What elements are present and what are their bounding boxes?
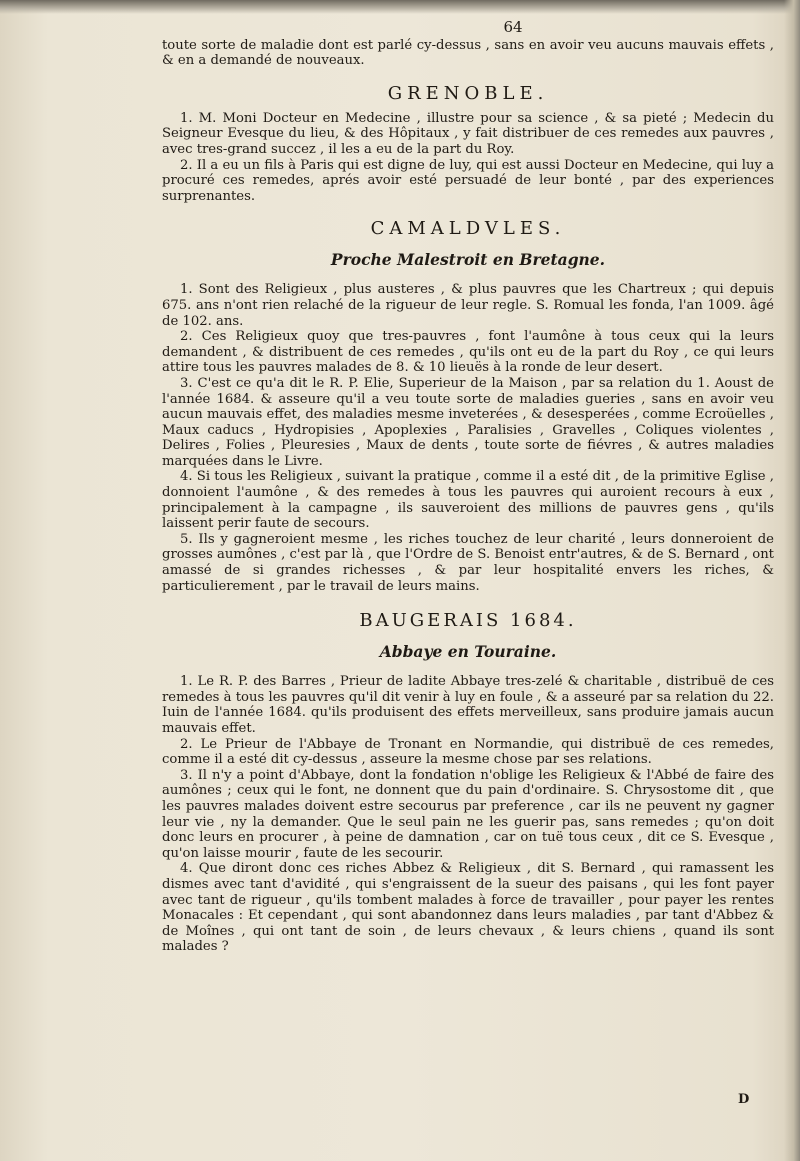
signature-mark: D [738, 1092, 750, 1107]
heading-grenoble: GRENOBLE. [387, 82, 549, 104]
paragraph: 2. Ces Religieux quoy que tres-pauvres , font l'aumône à tous ceux qui la leurs demandent , & distribuent de ces remedes , qu'ils ont eu de la part du Roy , ce qui leurs attire tous les pauvres malades de 8. & 10 lieuës à la ronde de leur desert. [162, 329, 774, 376]
paragraph: 1. Le R. P. des Barres , Prieur de ladite Abbaye tres-zelé & charitable , distribuë de ces remedes à tous les pauvres qu'il dit venir à luy en foule , & a asseuré par sa relation du 22. Iuin de l'année 1684. qu'ils produisent des effets merveilleux, sans produire jamais aucun mauvais effet. [162, 674, 774, 736]
page-number: 64 [503, 18, 523, 36]
intro-paragraph: toute sorte de maladie dont est parlé cy-dessus , sans en avoir veu aucuns mauvais effets , & en a demandé de nouveaux. [162, 37, 774, 69]
paragraph: 3. C'est ce qu'a dit le R. P. Elie, Superieur de la Maison , par sa relation du 1. Aoust de l'année 1684. & asseure qu'il a veu toute sorte de maladies gueries , sans en avoir veu aucun mauvais effet, des maladies mesme inveterées , & desesperées , comme Ecroüelles , Maux caducs , Hydropisies , Apoplexies , Paralisies , Gravelles , Coliques violentes , Delires , Folies , Pleuresies , Maux de dents , toute sorte de fiévres , & autres maladies marquées dans le Livre. [162, 375, 774, 469]
page-top-edge [0, 0, 800, 14]
paragraph: 2. Le Prieur de l'Abbaye de Tronant en Normandie, qui distribuë de ces remedes, comme il a esté dit cy-dessus , asseure la mesme chose par ses relations. [162, 736, 774, 768]
page-right-edge [784, 0, 800, 1161]
subheading-touraine: Abbaye en Touraine. [379, 642, 557, 662]
paragraph: 1. M. Moni Docteur en Medecine , illustre pour sa science , & sa pieté ; Medecin du Seigneur Evesque du lieu, & des Hôpitaux , y fait distribuer de ces remedes aux pauvres , avec tres-grand succez , il les a eu de la part du Roy. [162, 110, 774, 157]
paragraph: 3. Il n'y a point d'Abbaye, dont la fondation n'oblige les Religieux & l'Abbé de faire des aumônes ; ceux qui le font, ne donnent que du pain d'ordinaire. S. Chrysostome dit , que les pauvres malades doivent estre secourus par preference , car ils ne peuvent ny gagner leur vie , ny la demander. Que le seul pain ne les guerir pas, sans remedes ; qu'on doit donc leurs en procurer , à peine de damnation , car on tuë tous ceux , dit ce S. Evesque , qu'on laisse mourir , faute de les secourir. [162, 767, 774, 861]
paragraph: 4. Si tous les Religieux , suivant la pratique , comme il a esté dit , de la primitive Eglise , donnoient l'aumône , & des remedes à tous les pauvres qui auroient recours à eux , principalement à la campagne , ils sauveroient des millions de pauvres gens , qu'ils laissent perir faute de secours. [162, 469, 774, 532]
heading-baugerais: BAUGERAIS 1684. [359, 610, 577, 632]
text-block [162, 20, 774, 955]
heading-camaldules: CAMALDVLES. [370, 218, 566, 240]
paragraph: 5. Ils y gagneroient mesme , les riches touchez de leur charité , leurs donneroient de grosses aumônes , c'est par là , que l'Ordre de S. Benoist entr'autres, & de S. Bernard , ont amassé de si grandes richesses , & par leur hospitalité envers les riches, & particulierement , par le travail de leurs mains. [162, 531, 774, 594]
paragraph: 1. Sont des Religieux , plus austeres , & plus pauvres que les Chartreux ; qui depuis 675. ans n'ont rien relaché de la rigueur de leur regle. S. Romual les fonda, l'an 1009. âgé de 102. ans. [162, 282, 774, 329]
paragraph: 4. Que diront donc ces riches Abbez & Religieux , dit S. Bernard , qui ramassent les dismes avec tant d'avidité , qui s'engraissent de la sueur des paisans , qui les font payer avec tant de rigueur , qu'ils tombent malades à force de travailler , pour payer les rentes Monacales : Et cependant , qui sont abandonnez dans leurs maladies , par tant d'Abbez & de Moînes , qui ont tant de soin , de leurs chevaux , & leurs chiens , quand ils sont malades ? [162, 861, 774, 955]
paragraph: 2. Il a eu un fils à Paris qui est digne de luy, qui est aussi Docteur en Medecine, qui luy a procuré ces remedes, aprés avoir esté persuadé de leur bonté , par des experiences surprenantes. [162, 157, 774, 204]
subheading-malestroit: Proche Malestroit en Bretagne. [330, 250, 606, 270]
